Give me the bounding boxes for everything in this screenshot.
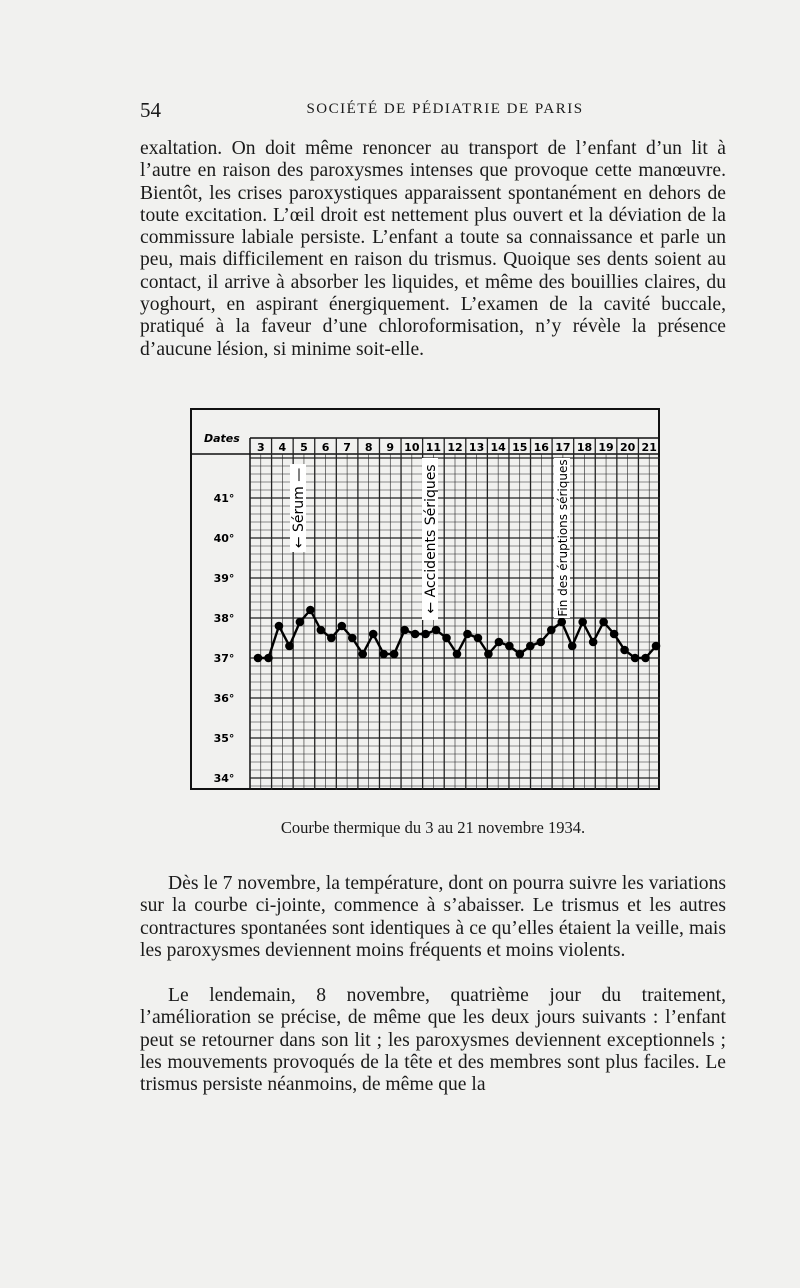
temperature-point (285, 642, 294, 651)
temperature-point (652, 642, 661, 651)
day-label-3: 3 (256, 441, 265, 454)
day-label-5: 5 (300, 441, 308, 454)
day-label-6: 6 (321, 441, 330, 454)
temperature-point (568, 642, 577, 651)
temperature-point (631, 654, 640, 663)
temperature-point (296, 618, 305, 627)
temperature-point (254, 654, 263, 663)
temperature-point (589, 638, 598, 647)
day-label-15: 15 (512, 441, 528, 454)
paragraph-3: Le lendemain, 8 novembre, quatrième jour du traitement, l’amélioration se précise, de même que les deux jours suivants : l’enfant peut se retourner dans son lit ; les paroxysmes deviennent exceptionnels ; les mouvements provoqués de la tête et des membres sont plus faciles. Le trismus persiste néanmoins, de même que la (140, 985, 726, 1096)
y-tick-label: 38° (213, 612, 235, 625)
temperature-point (306, 606, 315, 615)
temperature-point (327, 634, 336, 643)
temperature-point (390, 650, 399, 659)
temperature-point (578, 618, 587, 627)
day-label-21: 21 (641, 441, 657, 454)
annotation-0: ← Sérum — (291, 467, 307, 549)
temperature-point (641, 654, 650, 663)
temperature-point (337, 622, 346, 631)
y-tick-label: 37° (213, 652, 235, 665)
day-label-10: 10 (404, 441, 420, 454)
temperature-point (536, 638, 545, 647)
paragraph-1: exaltation. On doit même renoncer au transport de l’enfant d’un lit à l’autre en raison des paroxysmes intenses que provoque cette manœuvre. Bientôt, les crises paroxystiques apparaissent spontanément en dehors de toute excitation. L’œil droit est nettement plus ouvert et la déviation de la commissure labiale persiste. L’enfant a toute sa connaissance et parle un peu, mais difficilement en raison du trismus. Quoique ses dents soient au contact, il arrive à absorber les liquides, et même des bouillies claires, du yoghourt, en aspirant énergiquement. L’examen de la cavité buccale, pratiqué à la faveur d’une chloroformisation, n’y révèle la présence d’aucune lésion, si minime soit-elle. (140, 138, 726, 360)
temperature-point (358, 650, 367, 659)
day-label-4: 4 (278, 441, 287, 454)
temperature-point (453, 650, 462, 659)
temperature-chart (190, 408, 666, 798)
day-label-20: 20 (619, 441, 636, 454)
temperature-point (369, 630, 378, 639)
day-label-12: 12 (447, 441, 463, 454)
temperature-point (400, 626, 409, 635)
temperature-point (526, 642, 535, 651)
temperature-point (484, 650, 493, 659)
day-label-19: 19 (598, 441, 614, 454)
y-tick-label: 40° (213, 532, 235, 545)
temperature-point (505, 642, 514, 651)
temperature-point (442, 634, 451, 643)
temperature-point (474, 634, 483, 643)
temperature-point (463, 630, 472, 639)
temperature-point (610, 630, 619, 639)
temperature-point (317, 626, 326, 635)
temperature-point (516, 650, 525, 659)
temperature-point (379, 650, 388, 659)
day-label-7: 7 (343, 441, 351, 454)
figure-caption: Courbe thermique du 3 au 21 novembre 1934. (280, 818, 586, 837)
annotation-1: ← Accidents Sériques (423, 464, 439, 614)
day-label-17: 17 (555, 441, 571, 454)
dates-label: Dates (204, 432, 240, 445)
temperature-point (495, 638, 504, 647)
temperature-point (411, 630, 420, 639)
y-tick-label: 39° (213, 572, 235, 585)
day-label-13: 13 (468, 441, 485, 454)
day-label-16: 16 (533, 441, 549, 454)
page-header (140, 98, 730, 122)
temperature-point (620, 646, 629, 655)
temperature-point (599, 618, 608, 627)
y-tick-label: 34° (213, 772, 235, 785)
temperature-point (348, 634, 357, 643)
page-number: 54 (140, 98, 161, 122)
y-tick-label: 41° (213, 492, 235, 505)
y-tick-label: 36° (213, 692, 235, 705)
temperature-point (275, 622, 284, 631)
temperature-point (432, 626, 441, 635)
temperature-point (264, 654, 273, 663)
paragraph-2: Dès le 7 novembre, la température, dont on pourra suivre les variations sur la courbe ci-jointe, commence à s’abaisser. Le trismus et les autres contractures spontanées sont identiques à ce qu’elles étaient la veille, mais les paroxysmes deviennent moins fréquents et moins violents. (140, 873, 726, 961)
temperature-point (557, 618, 566, 627)
day-label-8: 8 (364, 441, 373, 454)
day-label-11: 11 (425, 441, 442, 454)
day-label-9: 9 (386, 441, 395, 454)
annotation-2: Fin des éruptions sériques (556, 459, 570, 617)
temperature-point (421, 630, 430, 639)
day-label-14: 14 (490, 441, 506, 454)
y-tick-label: 35° (213, 732, 235, 745)
day-label-18: 18 (576, 441, 593, 454)
temperature-point (547, 626, 556, 635)
running-head: SOCIÉTÉ DE PÉDIATRIE DE PARIS (306, 101, 584, 117)
